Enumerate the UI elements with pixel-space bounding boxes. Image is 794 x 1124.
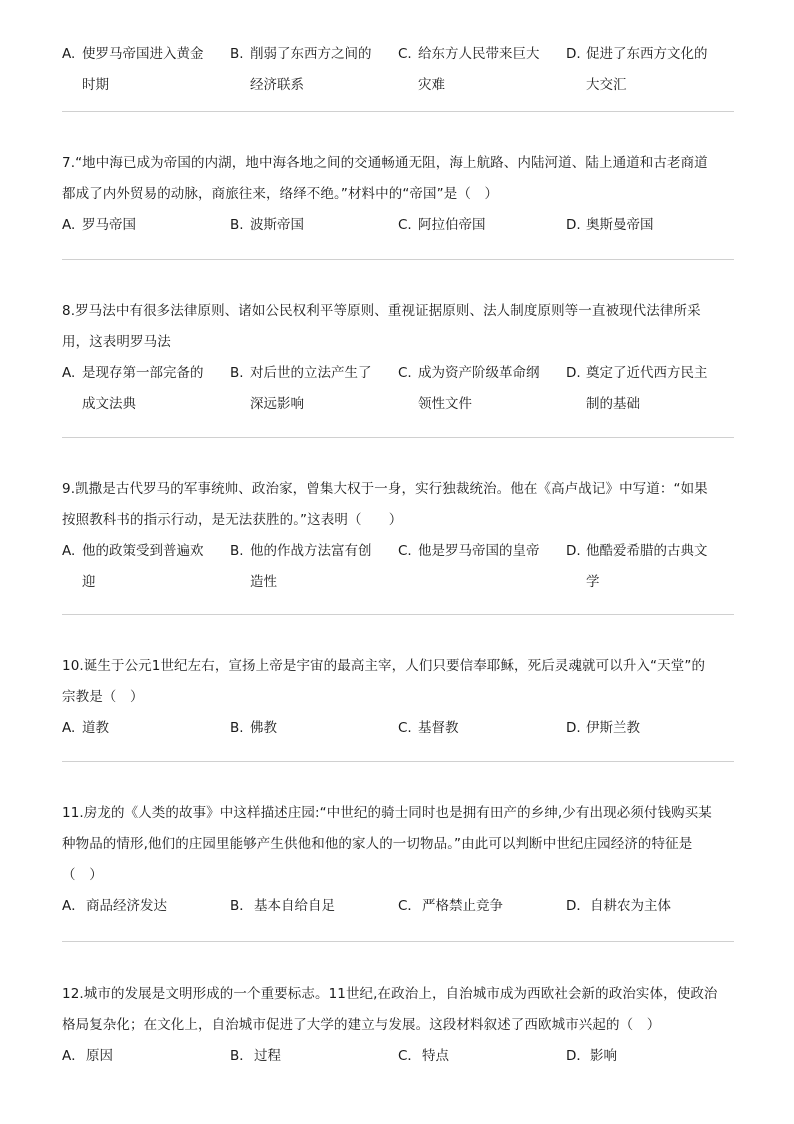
option-text: 他酷爱希腊的古典文 [586,543,708,559]
question-stem-line: 种物品的情形,他们的庄园里能够产生供他和他的家人的一切物品。”由此可以判断中世纪庄园经济的特征是 [62,836,693,852]
option-text: 奥斯曼帝国 [586,217,654,233]
question-stem-line: 10.诞生于公元1世纪左右，宣扬上帝是宇宙的最高主宰，人们只要信奉耶稣，死后灵魂就可以升入“天堂”的 [62,658,706,674]
option-d[interactable]: D. 奥斯曼帝国 [566,210,726,241]
option-text-cont: 时期 [82,77,109,93]
option-text: 使罗马帝国进入黄金 [82,46,204,62]
option-text: 商品经济发达 [86,898,167,914]
option-text: 波斯帝国 [250,217,304,233]
option-text-cont: 经济联系 [250,77,304,93]
option-a[interactable]: A. 他的政策受到普遍欢 迎 [62,536,222,598]
option-b[interactable]: B． 基本自给自足 [230,891,390,922]
option-text: 特点 [422,1048,449,1064]
option-text: 削弱了东西方之间的 [250,46,372,62]
question-stem-line: 11.房龙的《人类的故事》中这样描述庄园:“中世纪的骑士同时也是拥有田产的乡绅,少有出现必须付钱购买某 [62,805,712,821]
option-d[interactable]: D. 伊斯兰教 [566,713,726,744]
option-text-cont: 深远影响 [250,396,304,412]
question-7 [62,148,734,241]
option-b[interactable]: B. 削弱了东西方之间的 经济联系 [230,39,390,101]
option-text: 给东方人民带来巨大 [418,46,540,62]
option-text: 罗马帝国 [82,217,136,233]
option-text: 严格禁止竞争 [422,898,503,914]
question-6-options [62,39,734,101]
option-text-cont: 大交汇 [586,77,627,93]
option-text-cont: 学 [586,574,600,590]
divider [62,941,734,942]
question-9 [62,474,734,598]
option-text: 原因 [86,1048,113,1064]
option-text: 他的作战方法富有创 [250,543,372,559]
option-text: 他的政策受到普遍欢 [82,543,204,559]
option-text-cont: 灾难 [418,77,445,93]
option-text: 奠定了近代西方民主 [586,365,708,381]
option-text: 伊斯兰教 [586,720,640,736]
question-stem-line: 12.城市的发展是文明形成的一个重要标志。11世纪,在政治上，自治城市成为西欧社会新的政治实体，使政治 [62,986,718,1002]
question-stem-line: （ ） [62,867,103,883]
option-c[interactable]: C. 阿拉伯帝国 [398,210,558,241]
option-b[interactable]: B. 对后世的立法产生了 深远影响 [230,358,390,420]
question-12 [62,979,734,1072]
option-c[interactable]: C. 他是罗马帝国的皇帝 [398,543,540,559]
option-text-cont: 领性文件 [418,396,472,412]
option-text: 是现存第一部完备的 [82,365,204,381]
option-a[interactable]: A. 罗马帝国 [62,210,222,241]
option-text: 促进了东西方文化的 [586,46,708,62]
question-stem-line: 都成了内外贸易的动脉，商旅往来，络绎不绝。”材料中的“帝国”是（ ） [62,186,499,202]
option-a[interactable]: A. 道教 [62,713,222,744]
option-d[interactable]: D． 影响 [566,1041,726,1072]
option-text-cont: 制的基础 [586,396,640,412]
divider [62,761,734,762]
option-d[interactable]: D. 奠定了近代西方民主 制的基础 [566,358,726,420]
option-text-cont: 造性 [250,574,277,590]
question-10 [62,651,734,744]
option-text-cont: 迎 [82,574,96,590]
option-c[interactable]: C． 特点 [398,1041,558,1072]
option-b[interactable]: B. 波斯帝国 [230,210,390,241]
option-c[interactable]: C. 给东方人民带来巨大 灾难 [398,39,558,101]
option-c[interactable]: C. 成为资产阶级革命纲 领性文件 [398,358,558,420]
option-text: 阿拉伯帝国 [418,217,486,233]
question-stem-line: 9.凯撒是古代罗马的军事统帅、政治家，曾集大权于一身，实行独裁统治。他在《高卢战记》中写道：“如果 [62,481,708,497]
divider [62,259,734,260]
option-c[interactable]: C． 严格禁止竞争 [398,891,558,922]
option-a[interactable]: A． 商品经济发达 [62,891,222,922]
option-text: 基本自给自足 [254,898,335,914]
option-b[interactable]: B. 佛教 [230,713,390,744]
option-a[interactable]: A． 原因 [62,1041,222,1072]
option-text: 影响 [590,1048,617,1064]
question-stem-line: 按照教科书的指示行动，是无法获胜的。”这表明（ ） [62,512,403,528]
divider [62,111,734,112]
option-text: 道教 [82,720,109,736]
question-stem-line: 格局复杂化；在文化上，自治城市促进了大学的建立与发展。这段材料叙述了西欧城市兴起的（ ） [62,1017,661,1033]
question-8 [62,296,734,420]
option-text: 自耕农为主体 [590,898,671,914]
question-stem-line: 宗教是（ ） [62,689,144,705]
question-stem-line: 8.罗马法中有很多法律原则、诸如公民权利平等原则、重视证据原则、法人制度原则等一直被现代法律所采 [62,303,701,319]
option-d[interactable]: D. 促进了东西方文化的 大交汇 [566,39,726,101]
option-b[interactable]: B． 过程 [230,1041,390,1072]
divider [62,614,734,615]
option-a[interactable]: A. 是现存第一部完备的 成文法典 [62,358,222,420]
option-text: 过程 [254,1048,281,1064]
option-text-cont: 成文法典 [82,396,136,412]
question-stem-line: 用，这表明罗马法 [62,334,171,350]
option-b[interactable]: B. 他的作战方法富有创 造性 [230,536,390,598]
option-a[interactable]: A. 使罗马帝国进入黄金 时期 [62,39,222,101]
divider [62,437,734,438]
question-stem-line: 7.“地中海已成为帝国的内湖，地中海各地之间的交通畅通无阻，海上航路、内陆河道、陆上通道和古老商道 [62,155,708,171]
question-11 [62,798,734,922]
option-text: 对后世的立法产生了 [250,365,372,381]
option-d[interactable]: D． 自耕农为主体 [566,891,726,922]
option-d[interactable]: D. 他酷爱希腊的古典文 学 [566,536,726,598]
option-c[interactable]: C. 基督教 [398,713,558,744]
option-text: 他是罗马帝国的皇帝 [418,543,540,559]
option-text: 佛教 [250,720,277,736]
option-text: 基督教 [418,720,459,736]
option-text: 成为资产阶级革命纲 [418,365,540,381]
